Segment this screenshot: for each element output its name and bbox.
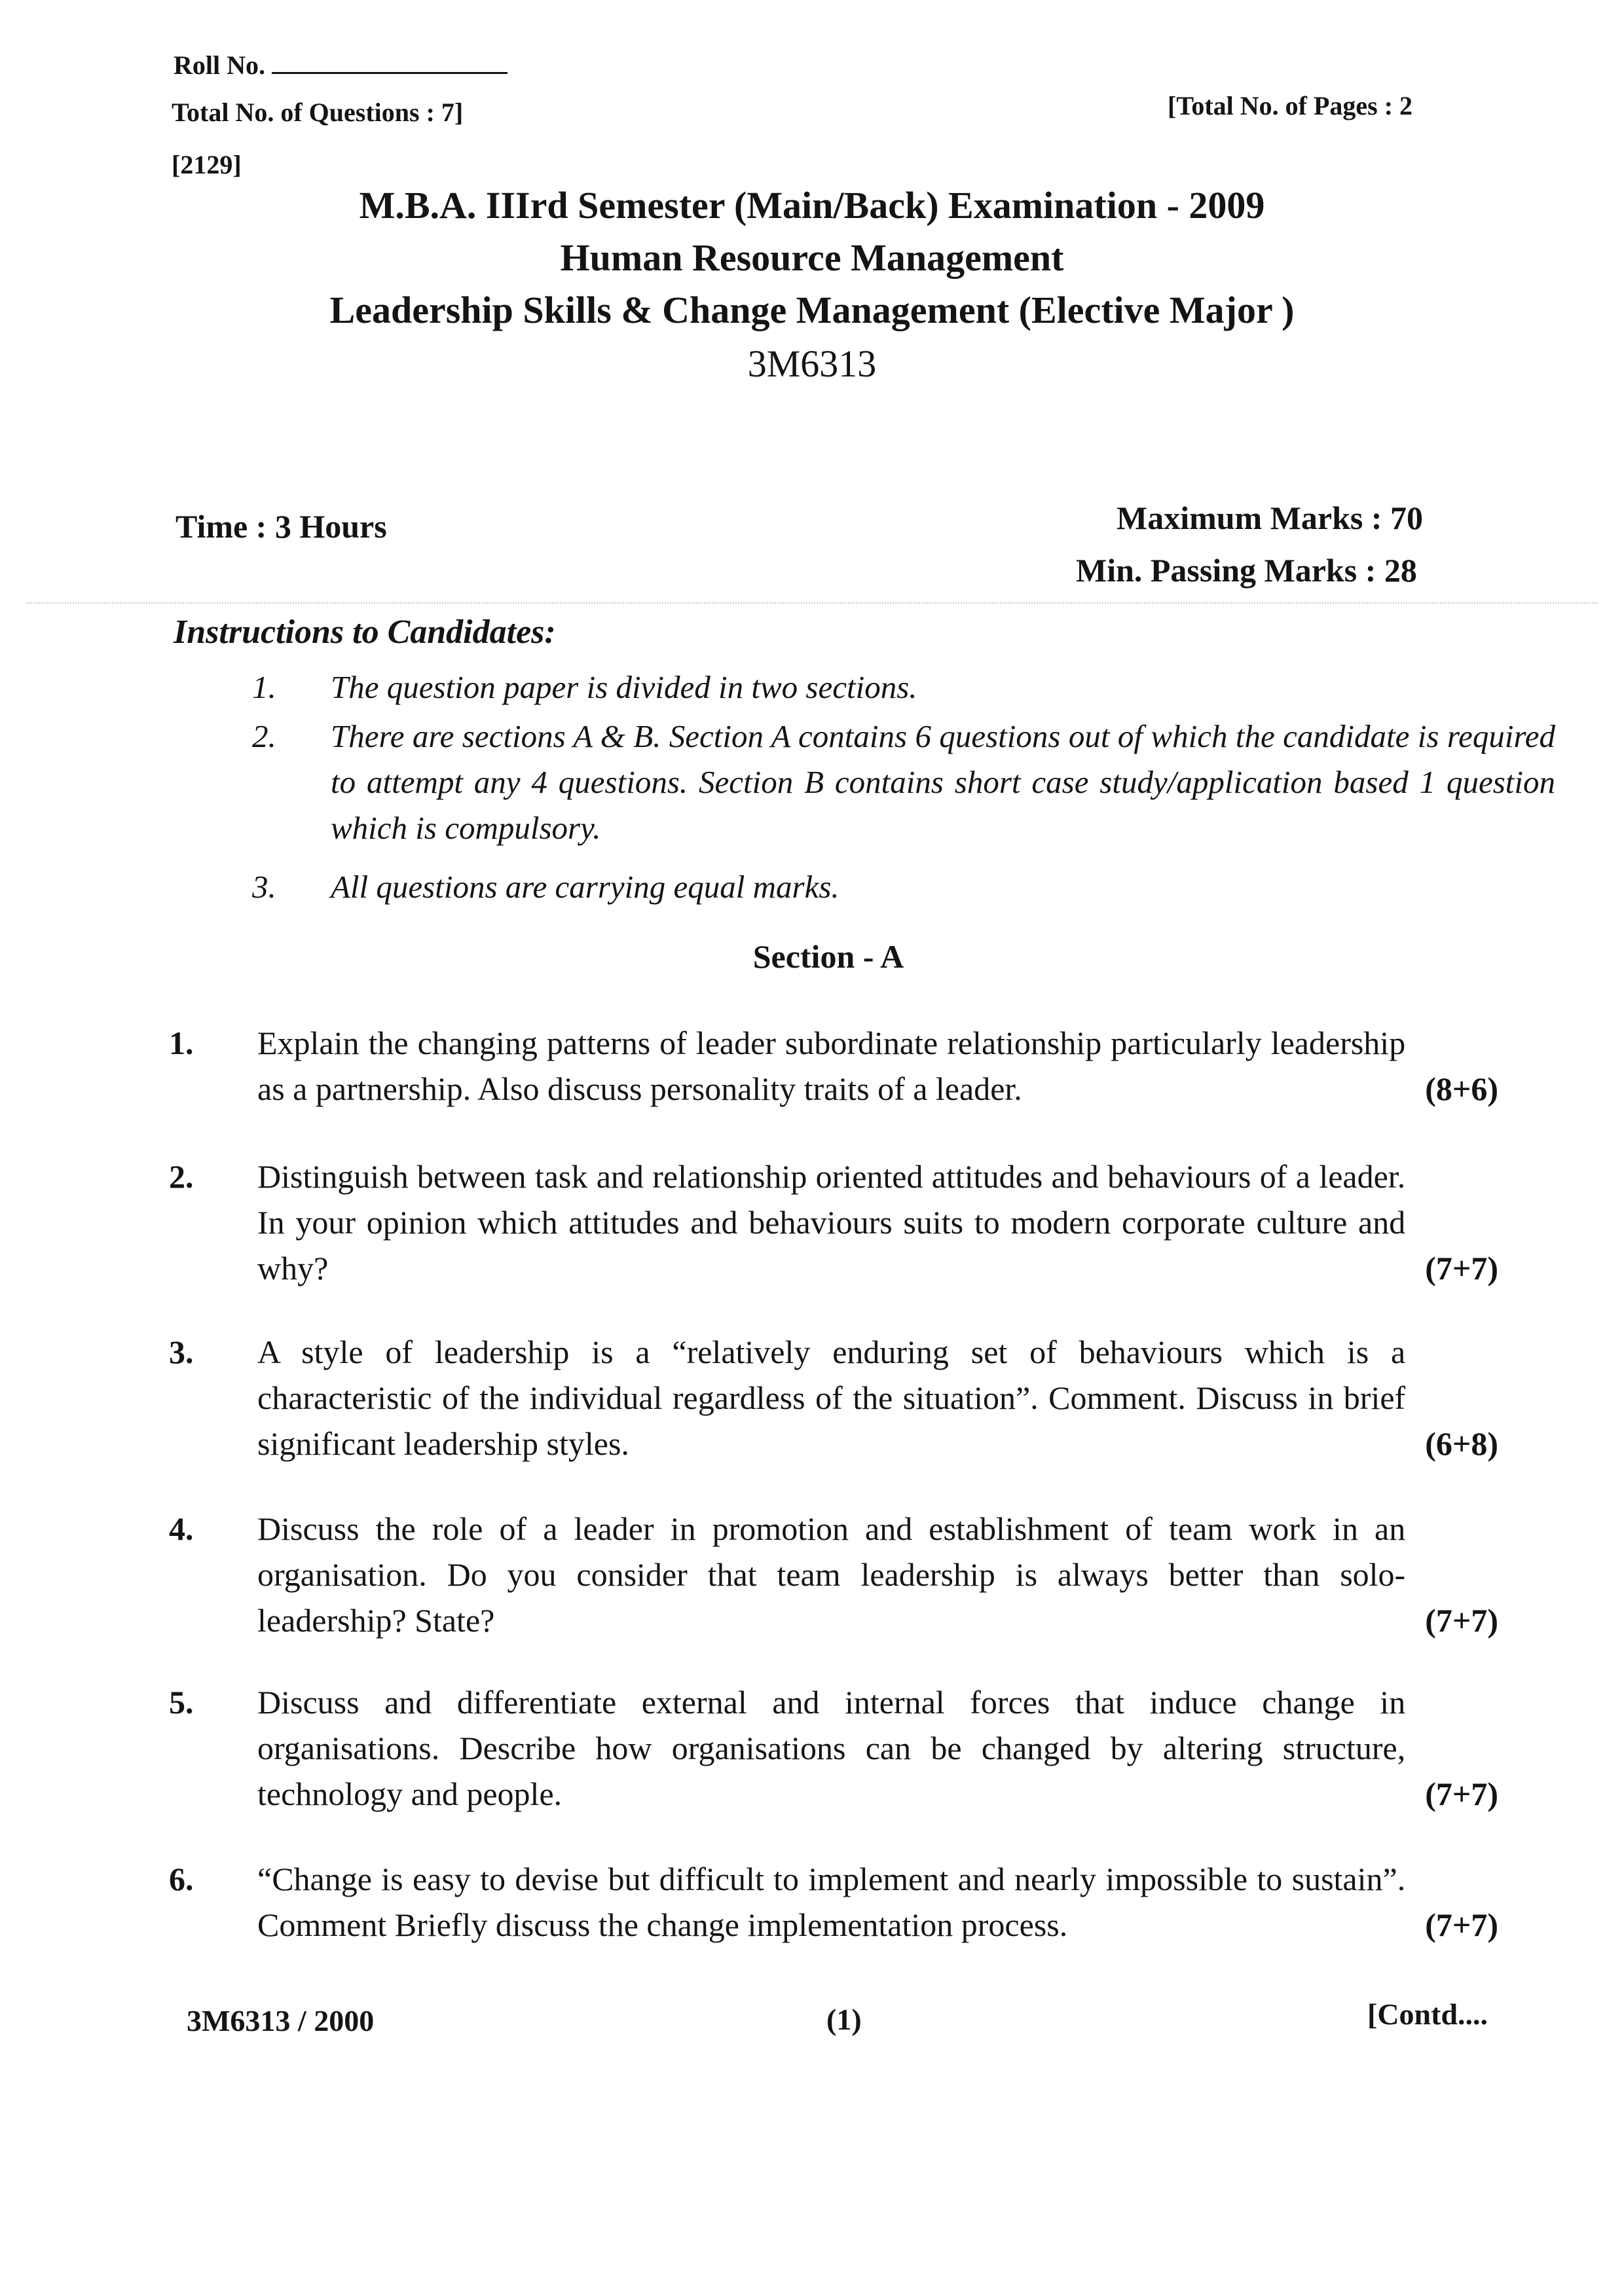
question-number: 5. <box>169 1684 194 1721</box>
instruction-text: The question paper is divided in two sections. <box>331 669 917 705</box>
question-number: 6. <box>169 1861 194 1897</box>
instruction-text: There are sections A & B. Section A contains 6 questions out of which the candidate is required to attempt any 4 questions. Section B contains short case study/application based 1 question which is compulsory. <box>331 718 1555 846</box>
footer-page-number: (1) <box>826 2003 862 2036</box>
question-item <box>169 1020 1498 1125</box>
question-marks: (7+7) <box>1425 1602 1498 1639</box>
question-item <box>169 1506 1498 1650</box>
paper-id: [2129] <box>172 150 242 179</box>
question-text: Explain the changing patterns of leader subordinate relationship particularly leadership as a partnership. Also discuss personality traits of a leader. <box>257 1025 1406 1107</box>
subject-department: Human Resource Management <box>560 236 1064 279</box>
exam-title: M.B.A. IIIrd Semester (Main/Back) Examination - 2009 <box>359 184 1265 227</box>
scan-dotted-rule <box>26 602 1598 604</box>
footer-continued: [Contd.... <box>1367 1997 1488 2031</box>
footer-paper-code: 3M6313 / 2000 <box>187 2004 375 2037</box>
paper-name: Leadership Skills & Change Management (Elective Major ) <box>329 289 1295 331</box>
instruction-number: 3. <box>252 869 276 905</box>
question-text: “Change is easy to devise but difficult to implement and nearly impossible to sustain”. Comment Briefly discuss the change implementation process. <box>257 1861 1406 1943</box>
instruction-number: 2. <box>252 718 276 754</box>
question-text: Discuss the role of a leader in promotion and establishment of team work in an organisation. Do you consider that team leadership is always better than solo-leadership? State? <box>257 1510 1406 1639</box>
paper-code: 3M6313 <box>747 342 877 385</box>
instruction-item <box>252 665 1562 710</box>
instructions-heading: Instructions to Candidates: <box>174 613 556 651</box>
question-marks: (7+7) <box>1425 1906 1498 1943</box>
question-item <box>169 1329 1498 1473</box>
question-item <box>169 1679 1498 1823</box>
question-number: 1. <box>169 1025 194 1061</box>
section-a-title: Section - A <box>752 938 904 975</box>
roll-no-field <box>174 47 507 81</box>
question-text: Distinguish between task and relationship oriented attitudes and behaviours of a leader. In your opinion which attitudes and behaviours suits to modern corporate culture and why? <box>257 1158 1406 1286</box>
total-questions: Total No. of Questions : 7] <box>172 98 464 127</box>
question-number: 4. <box>169 1510 194 1547</box>
roll-no-label: Roll No. <box>174 50 265 80</box>
instruction-item <box>252 864 1562 910</box>
exam-duration: Time : 3 Hours <box>175 508 387 545</box>
question-number: 2. <box>169 1158 194 1195</box>
question-marks: (7+7) <box>1425 1776 1498 1812</box>
maximum-marks: Maximum Marks : 70 <box>1116 500 1423 536</box>
min-passing-marks: Min. Passing Marks : 28 <box>1076 552 1417 589</box>
instruction-item <box>252 714 1562 858</box>
instruction-number: 1. <box>252 669 276 705</box>
question-marks: (7+7) <box>1425 1250 1498 1286</box>
question-marks: (8+6) <box>1425 1070 1498 1107</box>
question-item <box>169 1856 1498 1961</box>
question-text: Discuss and differentiate external and internal forces that induce change in organisations. Describe how organisations can be changed by altering structure, technology and people. <box>257 1684 1406 1812</box>
roll-no-blank-line <box>272 47 507 74</box>
instruction-text: All questions are carrying equal marks. <box>331 869 840 905</box>
question-marks: (6+8) <box>1425 1425 1498 1462</box>
question-text: A style of leadership is a “relatively enduring set of behaviours which is a characteristic of the individual regardless of the situation”. Comment. Discuss in brief significant leadership styles. <box>257 1334 1406 1462</box>
question-number: 3. <box>169 1334 194 1370</box>
total-pages: [Total No. of Pages : 2 <box>1168 91 1413 120</box>
question-item <box>169 1154 1498 1298</box>
